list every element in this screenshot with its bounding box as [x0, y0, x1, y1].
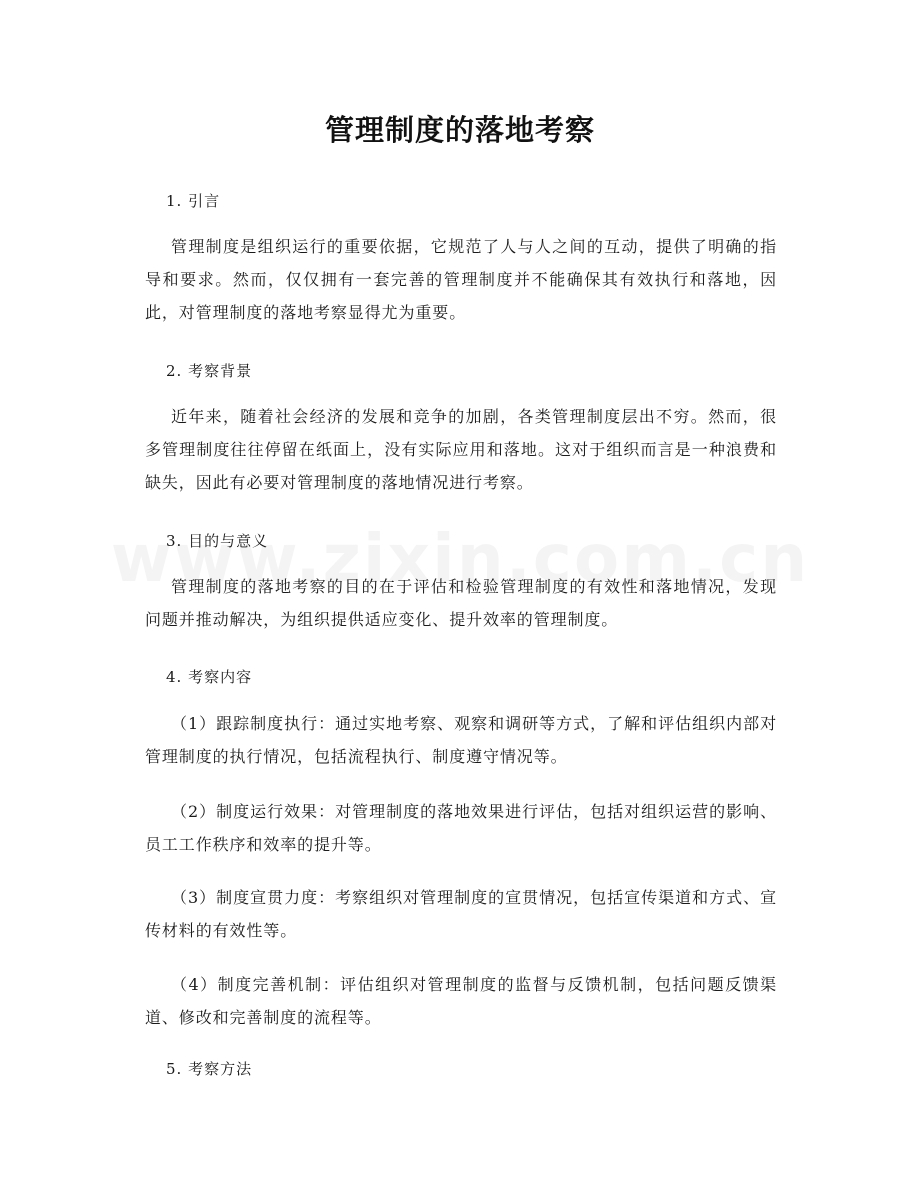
- list-item-content-2: （2）制度运行效果：对管理制度的落地效果进行评估，包括对组织运营的影响、员工工作秩序和效率的提升等。: [145, 802, 777, 854]
- page-title: 管理制度的落地考察: [324, 113, 595, 147]
- list-item-content-4: （4）制度完善机制：评估组织对管理制度的监督与反馈机制，包括问题反馈渠道、修改和完善制度的流程等。: [145, 975, 777, 1027]
- list-item-content-3: （3）制度宣贯力度：考察组织对管理制度的宣贯情况，包括宣传渠道和方式、宣传材料的有效性等。: [145, 888, 777, 940]
- paragraph-intro: 管理制度是组织运行的重要依据，它规范了人与人之间的互动，提供了明确的指导和要求。然而，仅仅拥有一套完善的管理制度并不能确保其有效执行和落地，因此，对管理制度的落地考察显得尤为重要。: [145, 237, 777, 322]
- section-heading-method: 5. 考察方法: [166, 1060, 253, 1078]
- paragraph-purpose: 管理制度的落地考察的目的在于评估和检验管理制度的有效性和落地情况，发现问题并推动解决，为组织提供适应变化、提升效率的管理制度。: [145, 577, 777, 629]
- section-heading-intro: 1. 引言: [166, 192, 221, 210]
- paragraph-background: 近年来，随着社会经济的发展和竞争的加剧，各类管理制度层出不穷。然而，很多管理制度往往停留在纸面上，没有实际应用和落地。这对于组织而言是一种浪费和缺失，因此有必要对管理制度的落地情况进行考察。: [145, 407, 777, 492]
- list-item-content-1: （1）跟踪制度执行：通过实地考察、观察和调研等方式，了解和评估组织内部对管理制度的执行情况，包括流程执行、制度遵守情况等。: [145, 714, 777, 766]
- section-heading-background: 2. 考察背景: [166, 362, 253, 380]
- section-heading-purpose: 3. 目的与意义: [166, 532, 269, 550]
- section-heading-content: 4. 考察内容: [166, 668, 253, 686]
